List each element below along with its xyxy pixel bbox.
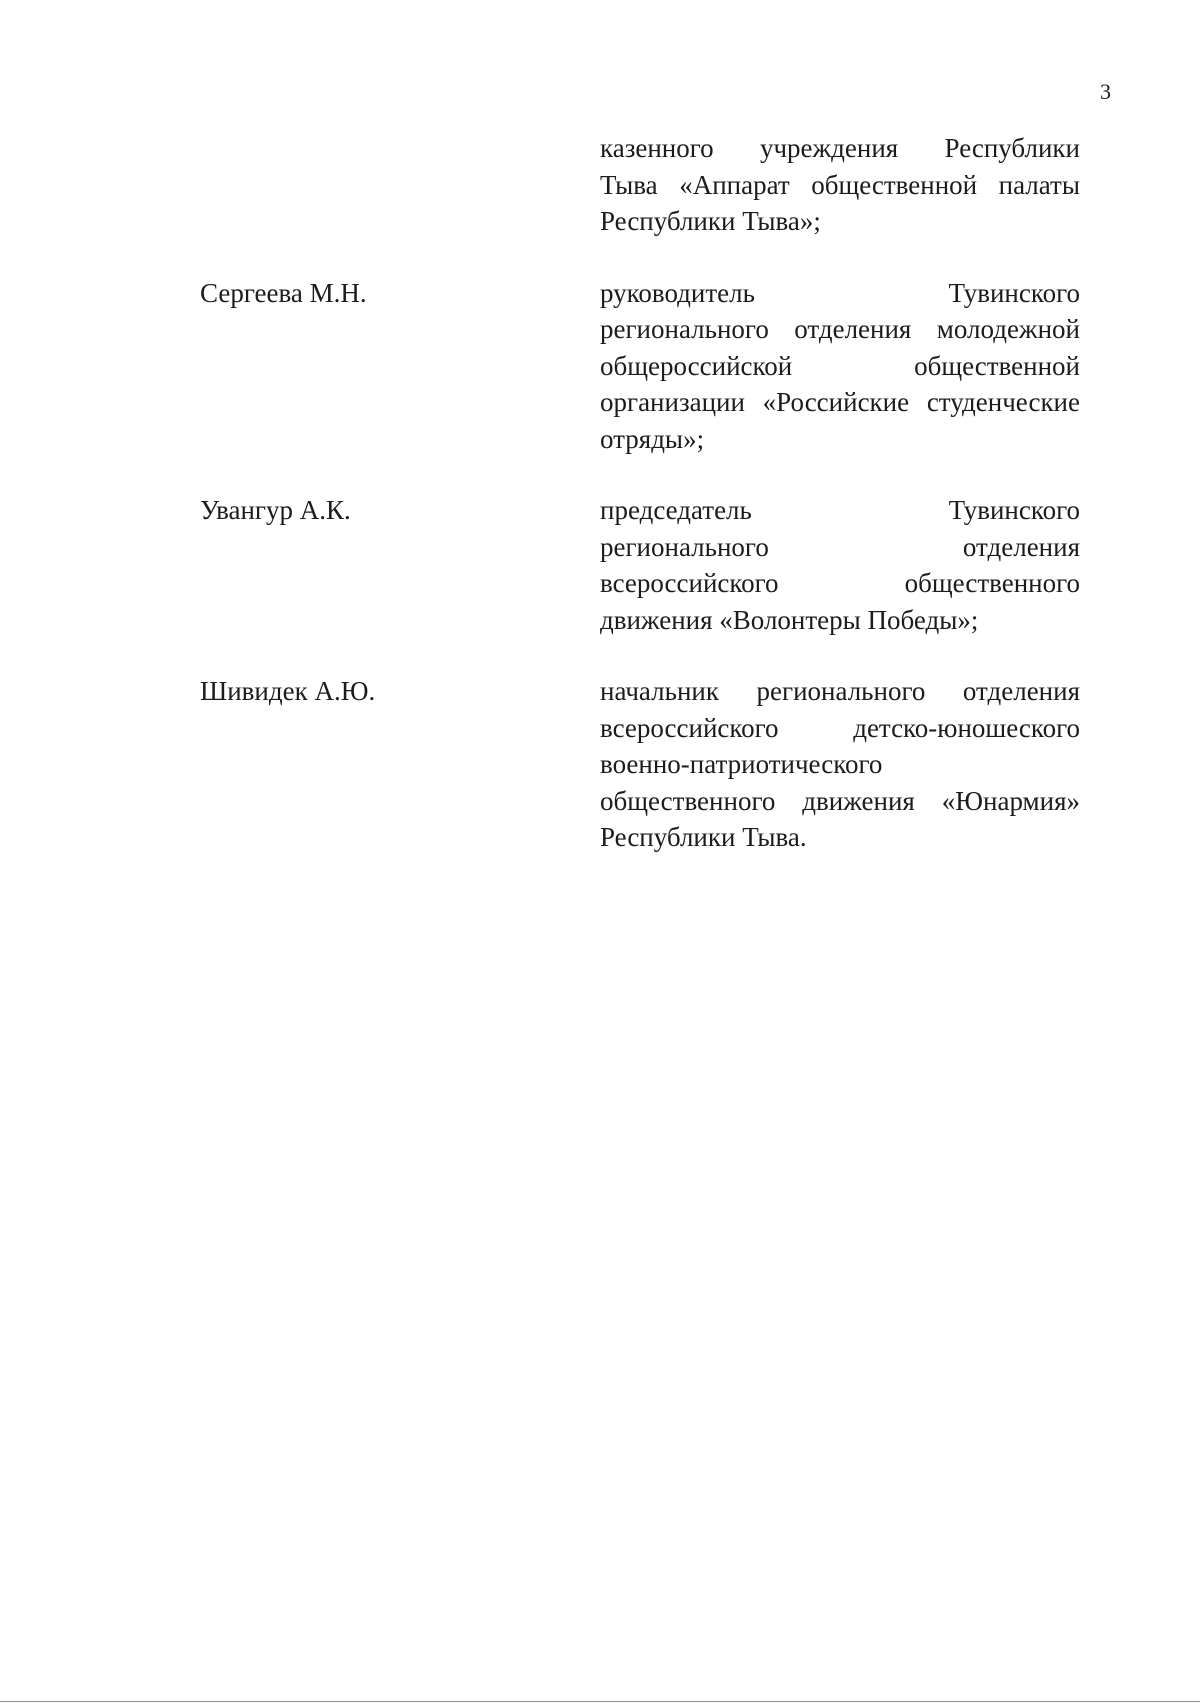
position-line: всероссийского общественного (600, 568, 1080, 598)
member-position (600, 492, 1080, 638)
page-number: 3 (1100, 79, 1111, 104)
member-entry (200, 673, 1080, 856)
position-line: движения «Волонтеры Победы»; (600, 604, 979, 635)
position-line: Республики Тыва»; (600, 206, 821, 236)
member-name: Сергеева М.Н. (200, 277, 367, 308)
position-line: регионального отделения молодежной (600, 314, 1080, 344)
member-list (200, 130, 1080, 856)
member-name: Шивидек А.Ю. (200, 676, 376, 706)
position-line: председатель Тувинского (600, 495, 1080, 525)
bottom-edge-rule (0, 1701, 1200, 1702)
position-line: общественного движения «Юнармия» (600, 785, 1080, 816)
position-line: отряды»; (600, 423, 705, 454)
position-line: общероссийской общественной (600, 350, 1080, 381)
member-name: Увангур А.К. (200, 495, 351, 525)
position-line: регионального отделения (600, 531, 1080, 562)
position-line: Тыва «Аппарат общественной палаты (600, 169, 1080, 200)
member-position (600, 673, 1080, 856)
position-line: Республики Тыва. (600, 822, 807, 852)
position-line: руководитель Тувинского (600, 277, 1080, 308)
member-entry (200, 275, 1080, 458)
position-line: военно-патриотического (600, 749, 883, 779)
member-position (600, 275, 1080, 458)
member-entry (200, 130, 1080, 240)
position-line: организации «Российские студенческие (600, 387, 1080, 417)
member-position (600, 130, 1080, 240)
position-line: начальник регионального отделения (600, 676, 1080, 706)
position-line: казенного учреждения Республики (600, 133, 1080, 163)
position-line: всероссийского детско-юношеского (600, 712, 1080, 743)
member-entry (200, 492, 1080, 638)
